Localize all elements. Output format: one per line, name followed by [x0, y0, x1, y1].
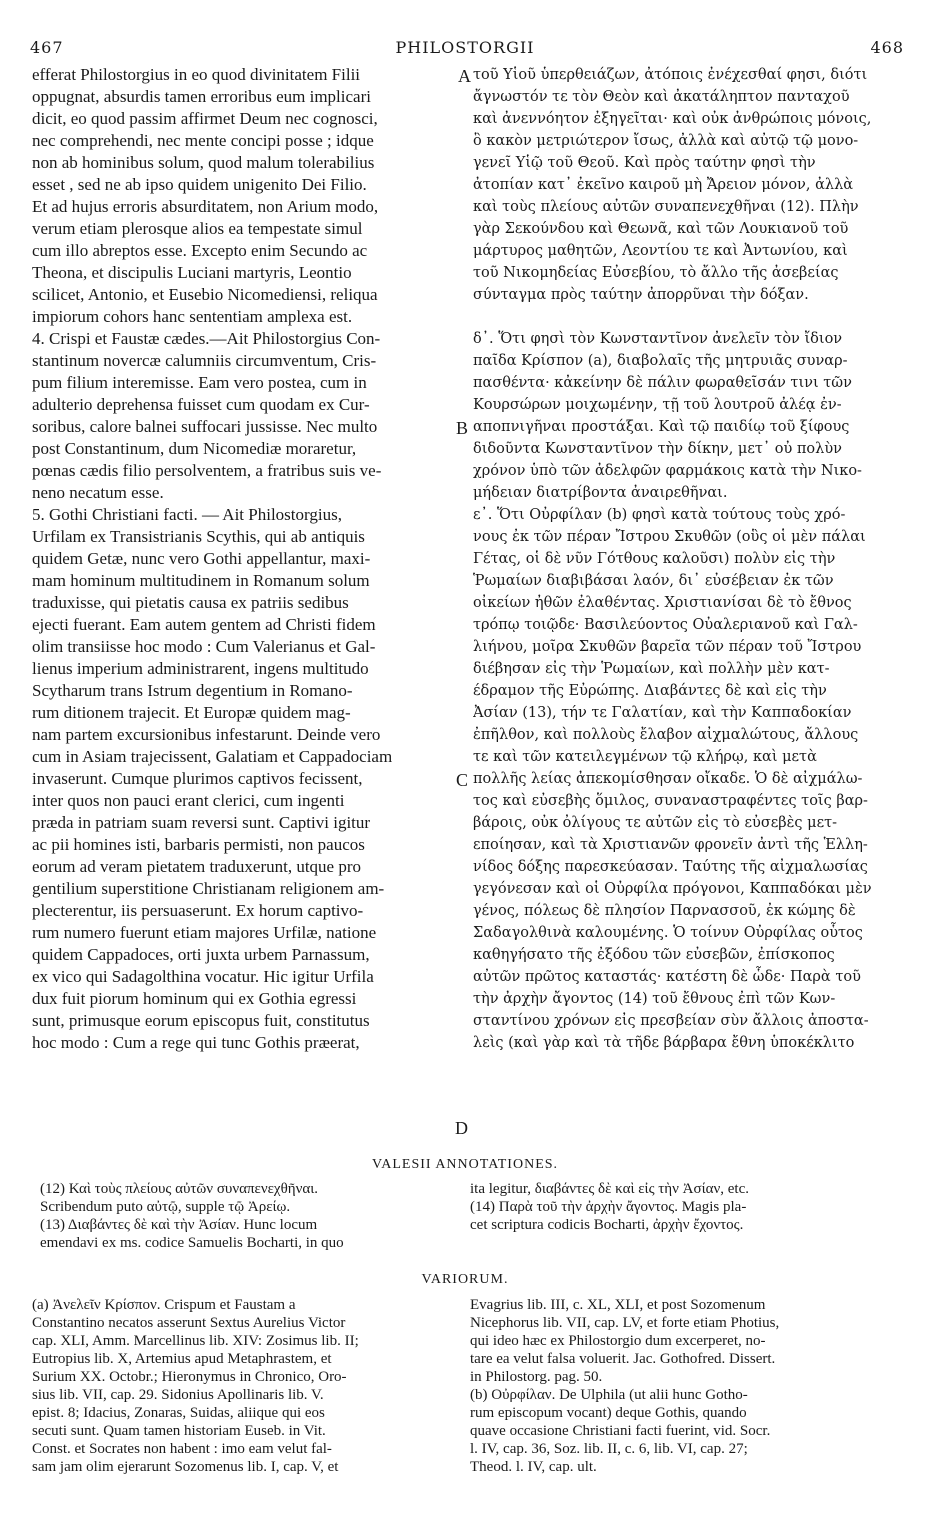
- latin-text-line: neno necatum esse.: [32, 483, 164, 502]
- latin-text-line: esset , sed ne ab ipso quidem unigenito Dei Filio.: [32, 175, 367, 194]
- greek-text-line: [473, 306, 903, 328]
- greek-text-line: τοῦ Υἱοῦ ὑπερθειάζων, ἀτόποις ἐνέχεσθαί φησι, διότι: [473, 67, 868, 83]
- variorum-note-line: Const. et Socrates non habent : imo eam velut fal-: [32, 1441, 332, 1457]
- greek-text-line: μάρτυρος μαθητῶν, Λεοντίου τε καὶ Ἀντωνίου, καὶ: [473, 243, 848, 259]
- latin-text-line: verum etiam plerosque alios ea tempestate simul: [32, 219, 363, 238]
- latin-text-line: rum ditionem trajecit. Et Europæ quidem mag-: [32, 703, 351, 722]
- latin-text-line: mam hominum multitudinem in Romanum solum: [32, 571, 370, 590]
- variorum-note-line: rum episcopum vocant) deque Gothis, quando: [470, 1405, 747, 1421]
- margin-marker-d: D: [455, 1118, 468, 1138]
- latin-text-line: non ab hominibus solum, quod malum tolerabilius: [32, 153, 375, 172]
- variorum-note-line: epist. 8; Idacius, Zonaras, Suidas, aliique qui eos: [32, 1405, 325, 1421]
- greek-text-line: βάροις, οὐκ ὀλίγους τε αὐτῶν εἰς τὸ εὐσεβὲς μετ-: [473, 815, 838, 831]
- latin-text-line: Theona, et discipulis Luciani martyris, Leontio: [32, 263, 352, 282]
- latin-text-line: dux fuit piorum hominum qui ex Gothia egressi: [32, 989, 357, 1008]
- greek-text-line: τε καὶ τῶν κατειλεγμένων τῷ κλήρῳ, καὶ μετὰ: [473, 749, 817, 765]
- greek-text-line: δ᾽. Ὅτι φησὶ τὸν Κωνσταντῖνον ἀνελεῖν τὸν ἴδιον: [473, 331, 843, 347]
- latin-text-line: ex vico qui Sadagolthina vocatur. Hic igitur Urfila: [32, 967, 374, 986]
- greek-text-line: γεγόνεσαν καὶ οἱ Οὐρφίλα πρόγονοι, Καππαδόκαι μὲν: [473, 881, 872, 897]
- latin-text-line: ejecti fuerant. Eam autem gentem ad Christi fidem: [32, 615, 376, 634]
- latin-text-line: gentilium superstitione Christianam religionem am-: [32, 879, 385, 898]
- greek-text-line: μήδειαν διατρίβοντα ἀναιρεθῆναι.: [473, 485, 728, 501]
- variorum-note-line: Nicephorus lib. VII, cap. LV, et forte etiam Photius,: [470, 1315, 780, 1331]
- greek-text-line: γὰρ Σεκούνδου καὶ Θεωνᾶ, καὶ τῶν Λουκιανοῦ τοῦ: [473, 221, 849, 237]
- variorum-title: VARIORUM.: [421, 1272, 509, 1287]
- latin-text-line: quidem Getæ, nunc vero Gothi appellantur, maxi-: [32, 549, 371, 568]
- greek-column: [473, 64, 903, 1054]
- latin-text-line: traduxisse, qui pietatis causa ex patriis sedibus: [32, 593, 349, 612]
- page-number-left: 467: [30, 38, 64, 57]
- variorum-note-line: secuti sunt. Quam tamen historiam Euseb. in Vit.: [32, 1423, 326, 1439]
- latin-text-line: eorum ad veram pietatem traduxerunt, utque pro: [32, 857, 362, 876]
- latin-text-line: lienus imperium administrarent, ingens multitudo: [32, 659, 369, 678]
- variorum-note-line: Theod. l. IV, cap. ult.: [470, 1459, 597, 1475]
- latin-column: [32, 64, 455, 1054]
- variorum-notes-right: [470, 1296, 902, 1476]
- latin-text-line: rum numero fuerunt etiam majores Urfilæ, natione: [32, 923, 377, 942]
- greek-text-line: Ῥωμαίων διαβιβάσαι λαόν, δι᾽ εὐσέβειαν ἐκ τῶν: [473, 573, 834, 589]
- greek-text-line: τὴν ἀρχὴν ἄγοντος (14) τοῦ ἔθνους ἐπὶ τῶν Κων-: [473, 991, 836, 1007]
- greek-text-line: Κουρσώρων μοιχωμένην, τῇ τοῦ λουτροῦ ἀλέᾳ ἐν-: [473, 397, 842, 413]
- latin-text-line: impiorum cohors hanc sententiam amplexa est.: [32, 307, 353, 326]
- latin-text-line: Et ad hujus erroris absurditatem, non Arium modo,: [32, 197, 379, 216]
- greek-text-line: πασθέντα· κἀκείνην δὲ πάλιν φωραθεῖσάν τινι τῶν: [473, 375, 852, 391]
- annotation-line: (14) Παρὰ τοῦ τὴν ἀρχὴν ἄγοντος. Magis pla-: [470, 1199, 747, 1215]
- greek-text-line: καὶ ἀνεννόητον ἐξηγεῖται· καὶ οὐκ ἀνθρώποις μόνοις,: [473, 111, 872, 127]
- variorum-notes-left: [32, 1296, 460, 1476]
- page-number-right: 468: [870, 38, 904, 57]
- latin-text-line: plecterentur, iis persuaserunt. Ex horum captivo-: [32, 901, 364, 920]
- greek-text-line: Σαδαγολθινὰ καλουμένης. Ὁ τοίνυν Οὐρφίλας οὗτος: [473, 925, 863, 941]
- greek-text-line: οἰκείων ἠθῶν ἐλαθέντας. Χριστιανίσαι δὲ τὸ ἔθνος: [473, 595, 852, 611]
- latin-text-line: præda in patriam suam reversi sunt. Captivi igitur: [32, 813, 371, 832]
- variorum-note-line: sius lib. VII, cap. 29. Sidonius Apollinaris lib. V.: [32, 1387, 324, 1403]
- annotation-line: (12) Καὶ τοὺς πλείους αὐτῶν συναπενεχθῆναι.: [40, 1181, 319, 1197]
- greek-text-line: τοῦ Νικομηδείας Εὐσεβίου, τὸ ἄλλο τῆς ἀσεβείας: [473, 265, 839, 281]
- variorum-note-line: Surium XX. Octobr.; Hieronymus in Chronico, Oro-: [32, 1369, 347, 1385]
- greek-text-line: παῖδα Κρίσπον (a), διαβολαῖς τῆς μητρυιᾶς συναρ-: [473, 353, 848, 369]
- greek-text-line: αὐτῶν πρῶτος καταστάς· κατέστη δὲ ὧδε· Παρὰ τοῦ: [473, 969, 861, 985]
- latin-text-line: oppugnat, absurdis tamen erroribus eum implicari: [32, 87, 371, 106]
- greek-text-line: λιήνου, μοῖρα Σκυθῶν βαρεῖα τῶν πέραν τοῦ Ἴστρου: [473, 639, 862, 655]
- latin-text-line: efferat Philostorgius in eo quod divinitatem Filii: [32, 65, 361, 84]
- variorum-note-line: tare ea velut falsa voluerit. Jac. Gothofred. Dissert.: [470, 1351, 776, 1367]
- variorum-note-line: (a) Ἀνελεῖν Κρίσπον. Crispum et Faustam a: [32, 1297, 296, 1313]
- latin-text-line: nec comprehendi, nec mente concipi posse ; idque: [32, 131, 374, 150]
- latin-text-line: stantinum novercæ calumniis circumventum, Cris-: [32, 351, 377, 370]
- annotation-line: ita legitur, διαβάντες δὲ καὶ εἰς τὴν Ἀσίαν, etc.: [470, 1181, 749, 1197]
- variorum-note-line: sam jam olim ejerarunt Sozomenus lib. I, cap. V, et: [32, 1459, 339, 1475]
- greek-text-line: πολλῆς λείας ἀπεκομίσθησαν οἴκαδε. Ὁ δὲ αἰχμάλω-: [473, 771, 863, 787]
- greek-text-line: ὃ κακὸν μετριώτερον ἴσως, ἀλλὰ καὶ αὐτῷ τῷ μονο-: [473, 133, 859, 149]
- valesii-notes-left: [40, 1180, 460, 1252]
- annotation-line: Scribendum puto αὐτῷ, supple τῷ Ἀρείῳ.: [40, 1199, 291, 1215]
- greek-text-line: καὶ τοὺς πλείους αὐτῶν συναπενεχθῆναι (12). Πλὴν: [473, 199, 859, 215]
- valesii-title: VALESII ANNOTATIONES.: [371, 1157, 559, 1172]
- variorum-note-line: in Philostorg. pag. 50.: [470, 1369, 603, 1385]
- latin-text-line: cum in Asiam trajecissent, Galatiam et Cappadociam: [32, 747, 393, 766]
- variorum-note-line: Constantino necatos asserunt Sextus Aurelius Victor: [32, 1315, 346, 1331]
- greek-text-line: σύνταγμα πρὸς ταύτην ἀπορρῦναι τὴν δόξαν.: [473, 287, 809, 303]
- greek-text-line: Ἀσίαν (13), τήν τε Γαλατίαν, καὶ τὴν Καππαδοκίαν: [473, 705, 852, 721]
- latin-text-line: pum filium interemisse. Eam vero postea, cum in: [32, 373, 367, 392]
- variorum-note-line: Eutropius lib. X, Artemius apud Metaphrastem, et: [32, 1351, 332, 1367]
- latin-text-line: soribus, calore balnei suffocari jussisse. Nec multo: [32, 417, 378, 436]
- latin-text-line: Scytharum trans Istrum degentium in Romano-: [32, 681, 353, 700]
- greek-text-line: καθηγήσατο τῆς ἐξόδου τῶν εὐσεβῶν, ἐπίσκοπος: [473, 947, 835, 963]
- greek-text-line: ἐπῆλθον, καὶ πολλοὺς ἔλαβον αἰχμαλώτους, ἄλλους: [473, 727, 859, 743]
- latin-text-line: pœnas cædis filio persolventem, a fratribus suis ve-: [32, 461, 382, 480]
- greek-text-line: νίδος δόξης παρεσκεύασαν. Ταύτης τῆς αἰχμαλωσίας: [473, 859, 868, 875]
- greek-text-line: τρόπῳ τοιῷδε· Βασιλεύοντος Οὐαλεριανοῦ καὶ Γαλ-: [473, 617, 858, 633]
- margin-marker-a: A: [458, 66, 471, 86]
- greek-text-line: χρόνον ὑπὸ τῶν ἀδελφῶν φαρμάκοις κατὰ τὴν Νικο-: [473, 463, 862, 479]
- latin-text-line: sunt, primusque eorum episcopus fuit, constitutus: [32, 1011, 370, 1030]
- margin-marker-c: C: [456, 770, 469, 790]
- valesii-notes-right: [470, 1180, 900, 1234]
- greek-text-line: Γέτας, οἱ δὲ νῦν Γότθους καλοῦσι) πολὺν εἰς τὴν: [473, 551, 836, 567]
- greek-text-line: ἀτοπίαν κατ᾽ ἐκεῖνο καιροῦ μὴ Ἄρειον μόνον, ἀλλὰ: [473, 177, 854, 193]
- latin-text-line: inter quos non pauci erant clerici, cum ingenti: [32, 791, 345, 810]
- latin-text-line: adulterio deprehensa fuisset cum quodam ex Cur-: [32, 395, 370, 414]
- latin-text-line: 4. Crispi et Faustæ cædes.—Ait Philostorgius Con-: [32, 329, 381, 348]
- variorum-note-line: (b) Οὐρφίλαν. De Ulphila (ut alii hunc Gotho-: [470, 1387, 748, 1403]
- latin-text-line: nam partem excursionibus infestarunt. Deinde vero: [32, 725, 381, 744]
- latin-text-line: quidem Cappadoces, orti juxta urbem Parnassum,: [32, 945, 370, 964]
- margin-marker-b: B: [456, 418, 469, 438]
- greek-text-line: γενεῖ Υἱῷ τοῦ Θεοῦ. Καὶ πρὸς ταύτην φησὶ τὴν: [473, 155, 816, 171]
- greek-text-line: ε᾽. Ὅτι Οὐρφίλαν (b) φησὶ κατὰ τούτους τοὺς χρό-: [473, 507, 846, 523]
- variorum-note-line: cap. XLI, Amm. Marcellinus lib. XIV: Zosimus lib. II;: [32, 1333, 359, 1349]
- greek-text-line: διέβησαν εἰς τὴν Ῥωμαίων, καὶ πολλὴν μὲν κατ-: [473, 661, 830, 677]
- latin-text-line: Urfilam ex Transistrianis Scythis, qui ab antiquis: [32, 527, 365, 546]
- greek-text-line: διδοῦντα Κωνσταντῖνον τὴν δίκην, μετ᾽ οὐ πολὺν: [473, 441, 842, 457]
- variorum-note-line: Evagrius lib. III, c. XL, XLI, et post Sozomenum: [470, 1297, 766, 1313]
- latin-text-line: cum illo abreptos esse. Excepto enim Secundo ac: [32, 241, 368, 260]
- annotation-line: emendavi ex ms. codice Samuelis Bocharti, in quo: [40, 1235, 344, 1251]
- greek-text-line: έδραμον τῆς Εὐρώπης. Διαβάντες δὲ καὶ εἰς τὴν: [473, 683, 827, 699]
- latin-text-line: 5. Gothi Christiani facti. — Ait Philostorgius,: [32, 505, 342, 524]
- variorum-note-line: qui ideo hæc ex Philostorgio dum excerperet, no-: [470, 1333, 766, 1349]
- annotation-line: (13) Διαβάντες δὲ καὶ τὴν Ἀσίαν. Hunc locum: [40, 1217, 318, 1233]
- latin-text-line: ac pii homines isti, barbaris permisti, non paucos: [32, 835, 365, 854]
- latin-text-line: scilicet, Antonio, et Eusebio Nicomediensi, reliqua: [32, 285, 378, 304]
- greek-text-line: λεὶς (καὶ γὰρ καὶ τὰ τῆδε βάρβαρα ἔθνη ὑποκέκλιτο: [473, 1035, 855, 1051]
- annotation-line: cet scriptura codicis Bocharti, ἀρχὴν ἔχοντος.: [470, 1217, 744, 1233]
- running-title: PHILOSTORGII: [395, 38, 535, 57]
- latin-text-line: invaserunt. Cumque plurimos captivos fecissent,: [32, 769, 363, 788]
- greek-text-line: αποπνιγῆναι προστάξαι. Καὶ τῷ παιδίῳ τοῦ ξίφους: [473, 419, 850, 435]
- latin-text-line: dicit, eo quod passim affirmet Deum nec cognosci,: [32, 109, 378, 128]
- greek-text-line: νους ἐκ τῶν πέραν Ἴστρου Σκυθῶν (οὓς οἱ μὲν πάλαι: [473, 529, 866, 545]
- variorum-note-line: l. IV, cap. 36, Soz. lib. II, c. 6, lib. VI, cap. 27;: [470, 1441, 748, 1457]
- greek-text-line: τος καὶ εὐσεβὴς ὅμιλος, συναναστραφέντες τοῖς βαρ-: [473, 793, 868, 809]
- greek-text-line: γένος, πόλεως δὲ πλησίον Παρνασσοῦ, ἐκ κώμης δὲ: [473, 903, 856, 919]
- greek-text-line: εποίησαν, καὶ τὰ Χριστιανῶν φρονεῖν ἀντὶ τῆς Ἑλλη-: [473, 837, 868, 853]
- variorum-note-line: quave occasione Christiani facti fuerint, vid. Socr.: [470, 1423, 771, 1439]
- latin-text-line: olim transiisse hoc modo : Cum Valerianus et Gal-: [32, 637, 376, 656]
- latin-text-line: post Constantinum, dum Nicomediæ moraretur,: [32, 439, 357, 458]
- greek-text-line: ἄγνωστόν τε τὸν Θεὸν καὶ ἀκατάληπτον πανταχοῦ: [473, 89, 850, 105]
- greek-text-line: σταντίνου χρόνων εἰς πρεσβείαν σὺν ἄλλοις ἀποστα-: [473, 1013, 869, 1029]
- latin-text-line: hoc modo : Cum a rege qui tunc Gothis præerat,: [32, 1033, 360, 1052]
